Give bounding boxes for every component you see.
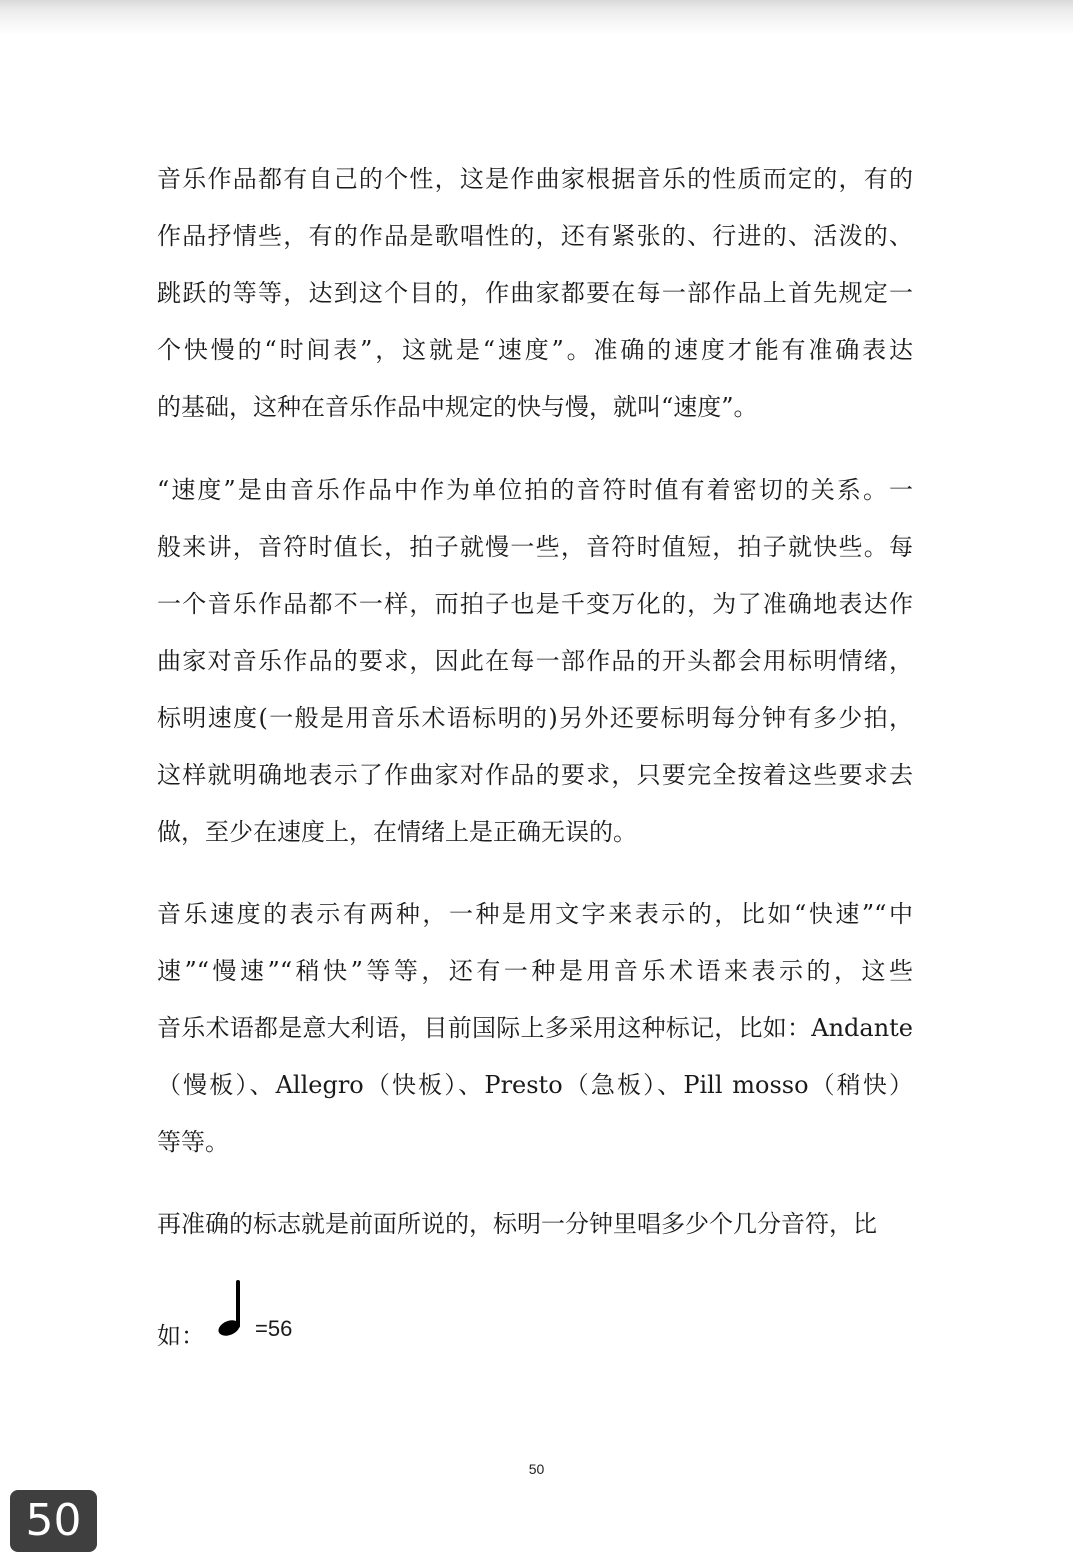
quarter-note-icon [211,1278,245,1340]
text-line: 跳跃的等等，达到这个目的，作曲家都要在每一部作品上首先规定一 [157,279,913,307]
viewer-top-shadow [0,0,1073,36]
text-line: 音乐作品都有自己的个性，这是作曲家根据音乐的性质而定的，有的 [157,165,913,193]
paragraph-body [157,1212,913,1269]
text-line: 音乐速度的表示有两种，一种是用文字来表示的，比如“快速”“中 [157,900,913,928]
paragraph-body [157,902,913,1187]
paragraph-body [157,167,913,452]
example-prefix: 如： [157,1322,205,1350]
text-line: 作品抒情些，有的作品是歌唱性的，还有紧张的、行进的、活泼的、 [157,222,913,250]
paragraph-tempo-notation [157,902,913,1187]
text-line: 一个音乐作品都不一样，而拍子也是千变万化的，为了准确地表达作 [157,590,913,618]
text-line: 标明速度(一般是用音乐术语标明的)另外还要标明每分钟有多少拍， [157,704,913,732]
paragraph-metronome-mark [157,1212,913,1269]
text-line: （慢板）、Allegro（快板）、Presto（急板）、Pill mosso（稍快） [157,1071,913,1099]
tempo-value: =56 [255,1316,293,1341]
text-line: 曲家对音乐作品的要求，因此在每一部作品的开头都会用标明情绪， [157,647,913,675]
paragraph-tempo-definition [157,167,913,452]
text-line: 这样就明确地表示了作曲家对作品的要求，只要完全按着这些要求去 [157,761,913,789]
text-line: 做，至少在速度上，在情绪上是正确无误的。 [157,818,637,846]
text-line: 般来讲，音符时值长，拍子就慢一些，音符时值短，拍子就快些。每 [157,533,913,561]
paragraph-tempo-note-values [157,478,913,877]
page-indicator-badge: 50 [10,1490,97,1552]
text-line: 个快慢的“时间表”，这就是“速度”。准确的速度才能有准确表达 [157,336,913,364]
paragraph-body [157,478,913,877]
text-line: “速度”是由音乐作品中作为单位拍的音符时值有着密切的关系。一 [157,476,913,504]
text-line: 的基础，这种在音乐作品中规定的快与慢，就叫“速度”。 [157,393,758,421]
page-number: 50 [528,1461,545,1477]
text-line: 再准确的标志就是前面所说的，标明一分钟里唱多少个几分音符，比 [157,1210,877,1238]
text-line: 速”“慢速”“稍快”等等，还有一种是用音乐术语来表示的，这些 [157,957,913,985]
text-line: 等等。 [157,1128,229,1156]
text-line: 音乐术语都是意大利语，目前国际上多采用这种标记，比如：Andante [157,1014,913,1042]
